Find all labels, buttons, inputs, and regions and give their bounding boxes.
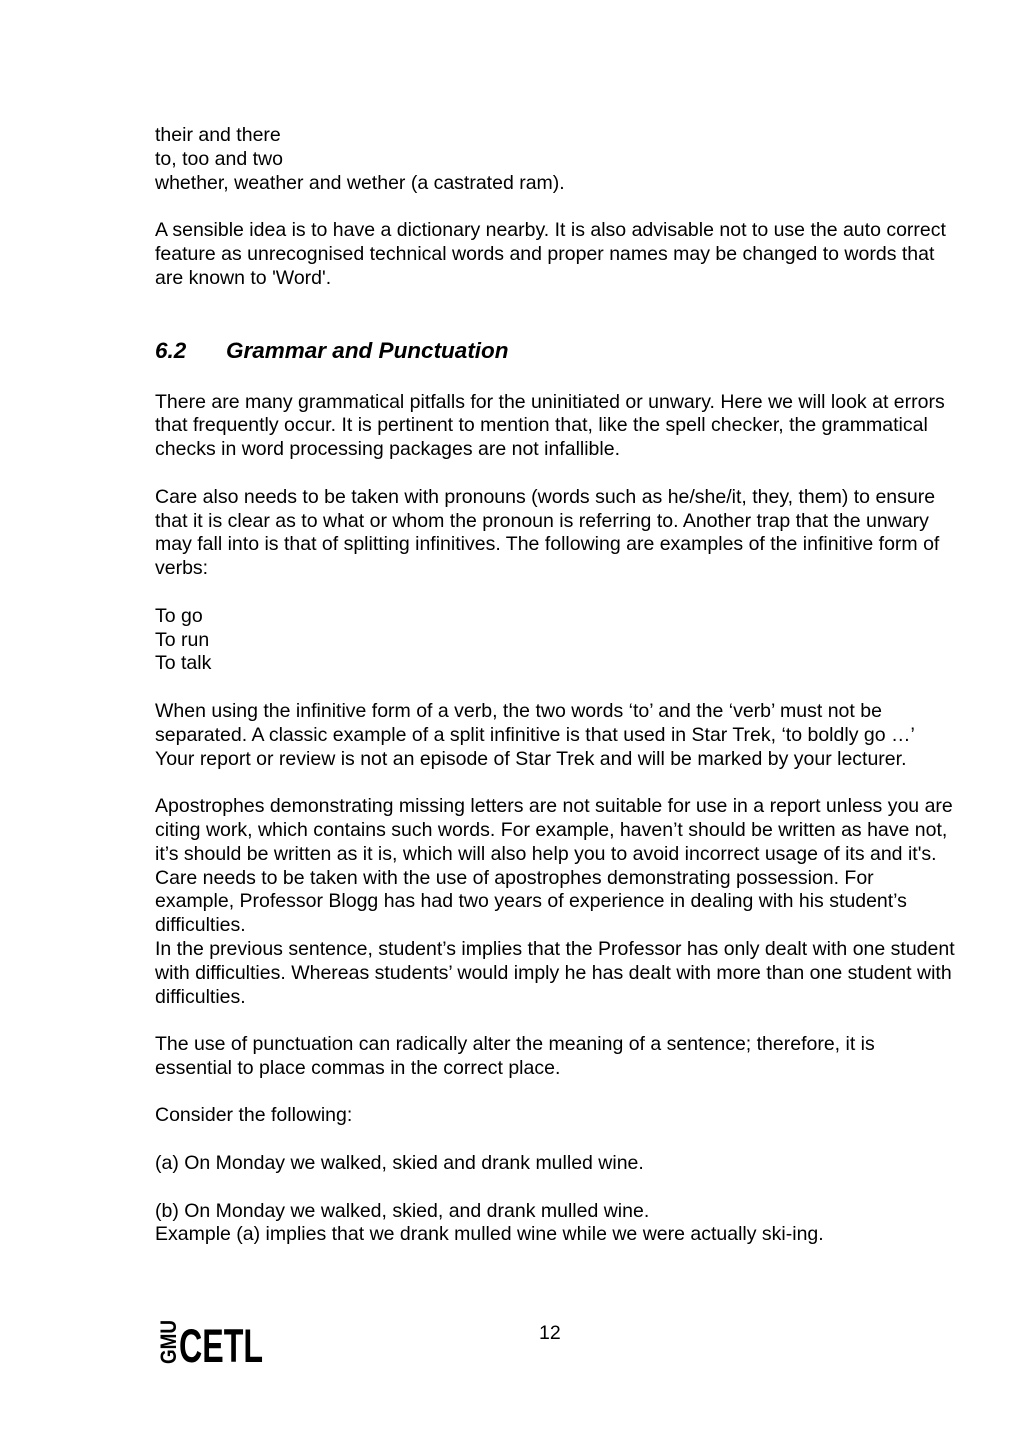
paragraph: Consider the following: bbox=[155, 1104, 353, 1127]
example-b: (b) On Monday we walked, skied, and drank mulled wine. bbox=[155, 1199, 650, 1222]
intro-paragraph: A sensible idea is to have a dictionary nearby. It is also advisable not to use the auto correct feature as unrecognised technical words and proper names may be changed to words that are known to 'Word'. bbox=[155, 219, 946, 289]
verb-example: To go bbox=[155, 604, 203, 627]
page-content bbox=[155, 124, 955, 1247]
section-title: Grammar and Punctuation bbox=[226, 337, 509, 363]
section-number: 6.2 bbox=[155, 337, 187, 363]
page-number: 12 bbox=[539, 1322, 561, 1344]
paragraph: In the previous sentence, student’s implies that the Professor has only dealt with one student with difficulties. Whereas students’ would imply he has dealt with more than one student with difficulties. bbox=[155, 937, 955, 1008]
paragraph: When using the infinitive form of a verb, the two words ‘to’ and the ‘verb’ must not be separated. A classic example of a split infinitive is that used in Star Trek, ‘to boldly go …’ Your report or review is not an episode of Star Trek and will be marked by your lecturer. bbox=[155, 699, 915, 770]
example-a: (a) On Monday we walked, skied and drank mulled wine. bbox=[155, 1152, 644, 1175]
word-pair-line: to, too and two bbox=[155, 147, 283, 170]
cetl-logo bbox=[155, 1312, 265, 1372]
word-pair-line: their and there bbox=[155, 124, 281, 146]
verb-example: To run bbox=[155, 628, 210, 651]
paragraph: The use of punctuation can radically alter the meaning of a sentence; therefore, it is essential to place commas in the correct place. bbox=[155, 1033, 875, 1079]
paragraph: Apostrophes demonstrating missing letters are not suitable for use in a report unless you are citing work, which contains such words. For example, haven’t should be written as have not, it’s should be written as it is, which will also help you to avoid incorrect usage of its and it's. Care needs to be taken with the use of apostrophes demonstrating possession. For example, Professor Blogg has had two years of experience in dealing with his student’s difficulties. bbox=[155, 795, 953, 937]
verb-example: To talk bbox=[155, 652, 212, 675]
paragraph: Care also needs to be taken with pronouns (words such as he/she/it, they, them) to ensure that it is clear as to what or whom the pronoun is referring to. Another trap that the unwary may fall into is that of splitting infinitives. The following are examples of the infinitive form of verbs: bbox=[155, 485, 940, 580]
section-heading bbox=[155, 337, 955, 365]
logo-side-text: GMU bbox=[156, 1312, 181, 1364]
paragraph: There are many grammatical pitfalls for the uninitiated or unwary. Here we will look at errors that frequently occur. It is pertinent to mention that, like the spell checker, the grammatical checks in word processing packages are not infallible. bbox=[155, 390, 945, 461]
logo-text: CETL bbox=[179, 1319, 263, 1372]
paragraph: Example (a) implies that we drank mulled wine while we were actually ski-ing. bbox=[155, 1223, 824, 1246]
word-pair-line: whether, weather and wether (a castrated ram). bbox=[155, 171, 565, 194]
